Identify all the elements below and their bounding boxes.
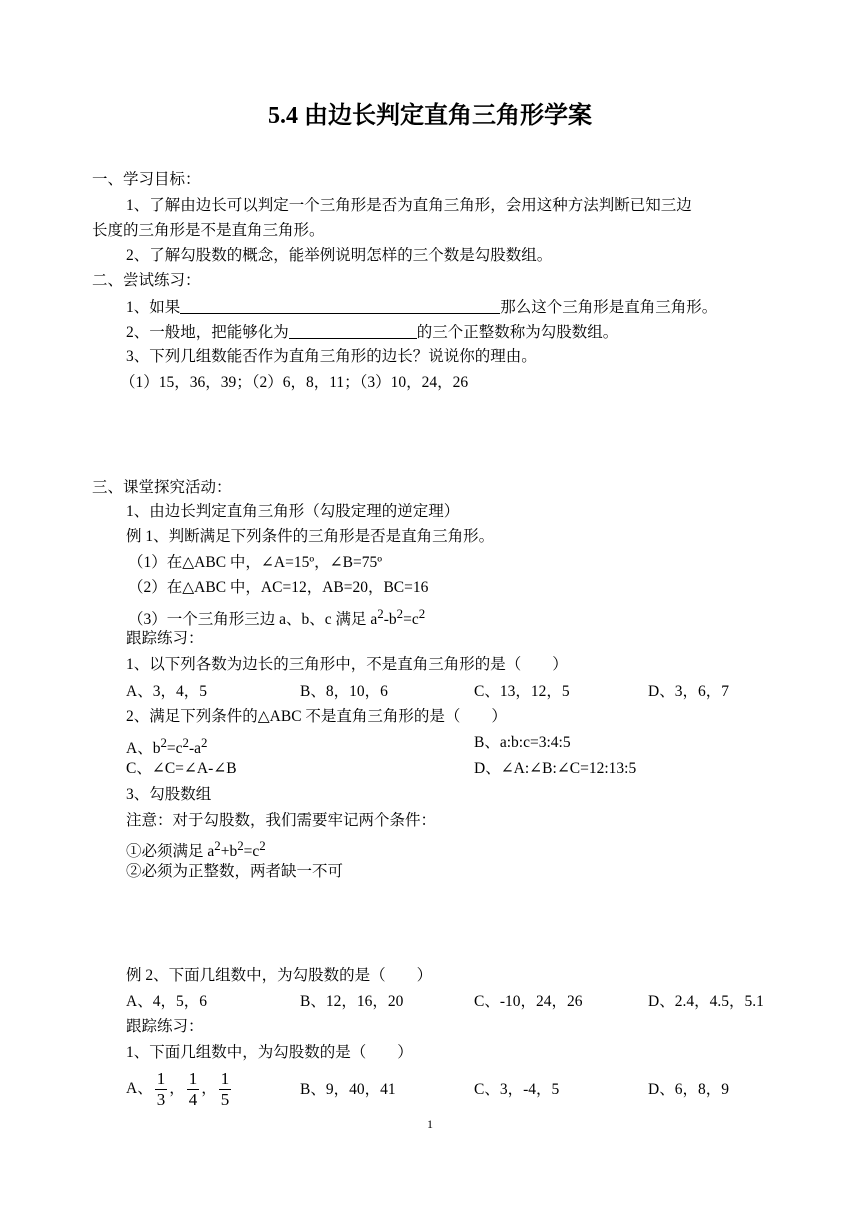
fraction-numerator: 1 [188,1068,198,1088]
superscript: 2 [214,838,221,853]
comma: ， [201,1080,217,1097]
practice-question-3: 3、下列几组数能否作为直角三角形的边长？说说你的理由。 [126,348,537,365]
example-1-item-2: （2）在△ABC 中，AC=12，AB=20，BC=16 [128,579,429,596]
superscript: 2 [418,606,426,621]
superscript: 2 [259,838,266,853]
example-1-item-3 [128,604,425,630]
t2-a-text: A、b [126,740,161,758]
t1-option-c[interactable]: C、13，12，5 [474,683,570,700]
objective-1-line-1: 1、了解由边长可以判定一个三角形是否为直角三角形，会用这种方法判断已知三边 [126,197,692,214]
t3-option-c[interactable]: C、3，-4，5 [474,1081,560,1098]
superscript: 2 [182,735,189,750]
t1-option-a[interactable]: A、3，4，5 [126,683,207,700]
t2-option-a[interactable] [126,733,207,759]
section-heading-practice: 二、尝试练习： [92,272,201,289]
q2-suffix: 的三个正整数称为勾股数组。 [416,324,619,341]
ex2-option-d[interactable]: D、2.4，4.5，5.1 [648,993,764,1010]
t3-option-b[interactable]: B、9，40，41 [300,1081,396,1098]
t1-option-d[interactable]: D、3，6，7 [648,683,729,700]
tracking-question-3: 1、下面几组数中，为勾股数的是（ ） [126,1044,413,1061]
practice-question-2 [126,322,618,343]
section-heading-goals: 一、学习目标： [92,171,201,188]
ex1-3-text: -b [383,611,397,629]
fraction-numerator: 1 [156,1068,166,1088]
fraction-numerator: 1 [220,1068,230,1088]
t2-option-c[interactable]: C、∠C=∠A-∠B [126,760,237,777]
page-number: 1 [427,1117,433,1131]
fraction-one-fifth [219,1069,232,1110]
t2-a-text: =c [166,740,183,758]
inquiry-point-1: 1、由边长判定直角三角形（勾股定理的逆定理） [126,503,460,520]
fraction-one-third [155,1069,168,1110]
q2-answer-blank[interactable] [289,322,417,339]
tracking-practice-label: 跟踪练习： [126,630,204,647]
fraction-denominator: 5 [220,1089,230,1109]
t2-a-text: -a [188,740,202,758]
fraction-one-fourth [187,1069,200,1110]
practice-question-1 [126,297,717,318]
comma: ， [169,1080,185,1097]
q1-prefix: 1、如果 [126,299,181,316]
t3-option-a[interactable] [126,1068,233,1110]
tracking-practice-label-2: 跟踪练习： [126,1018,204,1035]
objective-2: 2、了解勾股数的概念，能举例说明怎样的三个数是勾股数组。 [126,247,553,264]
note1-text: +b [220,843,238,861]
fraction-denominator: 3 [156,1089,166,1109]
superscript: 2 [377,606,384,621]
tracking-question-2: 2、满足下列条件的△ABC 不是直角三角形的是（ ） [126,708,507,725]
t3-option-d[interactable]: D、6，8，9 [648,1081,729,1098]
example-2: 例 2、下面几组数中，为勾股数的是（ ） [126,967,433,984]
inquiry-point-3: 3、勾股数组 [126,786,212,803]
t2-option-d[interactable]: D、∠A:∠B:∠C=12:13:5 [474,760,637,777]
example-1: 例 1、判断满足下列条件的三角形是否是直角三角形。 [126,528,495,545]
example-1-item-1: （1）在△ABC 中，∠A=15º，∠B=75º [128,554,383,571]
t2-option-b[interactable]: B、a:b:c=3:4:5 [474,734,571,751]
fraction-denominator: 4 [188,1089,198,1109]
note1-text: =c [243,843,260,861]
practice-question-3-items: （1）15，36，39；（2）6，8，11；（3）10，24，26 [120,374,469,391]
note-condition-1 [126,836,266,862]
q2-prefix: 2、一般地，把能够化为 [126,324,289,341]
ex2-option-b[interactable]: B、12，16，20 [300,993,404,1010]
superscript: 2 [237,838,244,853]
ex2-option-c[interactable]: C、-10，24，26 [474,993,583,1010]
page-title: 5.4 由边长判定直角三角形学案 [268,103,592,129]
note-condition-2: ②必须为正整数，两者缺一不可 [126,863,344,880]
note1-text: ①必须满足 a [126,843,215,861]
objective-1-line-2: 长度的三角形是不是直角三角形。 [92,222,325,239]
ex1-3-text: （3）一个三角形三边 a、b、c 满足 a [128,611,378,629]
superscript: 2 [160,735,167,750]
superscript: 2 [201,735,208,750]
t1-option-b[interactable]: B、8，10，6 [300,683,388,700]
t3-a-label: A、 [126,1080,153,1097]
section-heading-inquiry: 三、课堂探究活动： [92,479,232,496]
ex2-option-a[interactable]: A、4，5，6 [126,993,207,1010]
ex1-3-text: =c [403,611,419,629]
superscript: 2 [396,606,404,621]
note: 注意：对于勾股数，我们需要牢记两个条件： [126,812,437,829]
tracking-question-1: 1、以下列各数为边长的三角形中，不是直角三角形的是（ ） [126,656,568,673]
q1-suffix: 那么这个三角形是直角三角形。 [500,299,718,316]
q1-answer-blank[interactable] [180,297,500,314]
